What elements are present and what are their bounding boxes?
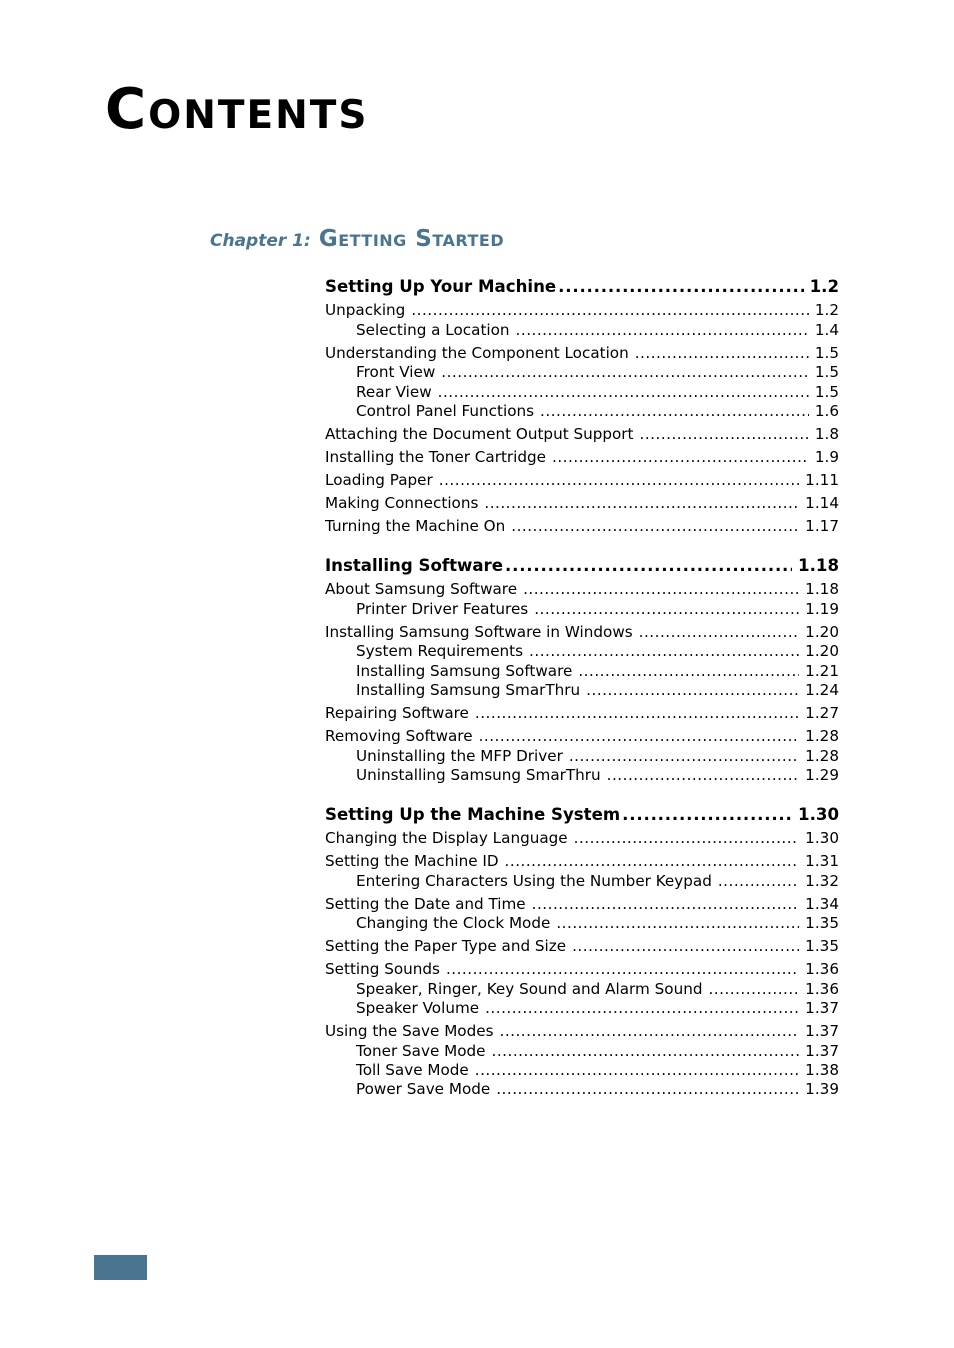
toc-subentry[interactable]	[356, 999, 839, 1018]
toc-page-number: 1.37	[805, 1022, 839, 1040]
toc-page-number: 1.18	[805, 580, 839, 598]
toc-entry-title: Uninstalling the MFP Driver	[356, 747, 563, 765]
toc-subentry[interactable]	[356, 1061, 839, 1080]
toc-page-number: 1.37	[805, 1042, 839, 1060]
toc-subentry[interactable]	[356, 681, 839, 700]
dot-leader	[500, 1022, 800, 1041]
toc-page-number: 1.2	[814, 301, 839, 319]
toc-page-number: 1.14	[805, 494, 839, 512]
toc-entry[interactable]	[325, 895, 839, 914]
toc-page-number: 1.36	[805, 980, 839, 998]
dot-leader	[552, 448, 809, 467]
dot-leader	[484, 494, 799, 513]
toc-page-number: 1.39	[805, 1080, 839, 1098]
toc-entry-title: Installing the Toner Cartridge	[325, 448, 547, 466]
toc-entry-title: Uninstalling Samsung SmarThru	[356, 766, 601, 784]
dot-leader	[578, 662, 799, 681]
dot-leader	[516, 321, 809, 340]
chapter-name: Getting Started	[318, 226, 505, 252]
toc-page-number: 1.28	[805, 747, 839, 765]
toc-entry-title: Entering Characters Using the Number Keypad	[356, 872, 712, 890]
dot-leader	[572, 937, 799, 956]
dot-leader	[540, 402, 809, 421]
toc-entry-title: Setting Up the Machine System	[325, 805, 621, 824]
toc-entry-title: Changing the Clock Mode	[356, 914, 551, 932]
toc-entry-title: Using the Save Modes	[325, 1022, 494, 1040]
page-tab-marker	[94, 1255, 147, 1280]
toc-entry-title: Installing Samsung Software	[356, 662, 573, 680]
dot-leader	[438, 383, 809, 402]
toc-entry-title: Removing Software	[325, 727, 473, 745]
toc-page-number: 1.6	[814, 402, 839, 420]
toc-subentry[interactable]	[356, 662, 839, 681]
toc-entry-title: About Samsung Software	[325, 580, 518, 598]
toc-entry[interactable]	[325, 425, 839, 444]
toc-entry[interactable]	[325, 704, 839, 723]
dot-leader	[534, 600, 799, 619]
toc-section[interactable]	[325, 805, 839, 824]
toc-entry-title: Setting the Date and Time	[325, 895, 526, 913]
toc-subentry[interactable]	[356, 766, 839, 785]
toc-page-number: 1.38	[805, 1061, 839, 1079]
dot-leader	[718, 872, 799, 891]
toc-page-number: 1.35	[805, 937, 839, 955]
dot-leader	[505, 556, 792, 575]
dot-leader	[622, 805, 792, 824]
toc-entry-title: Toll Save Mode	[356, 1061, 469, 1079]
toc-entry[interactable]	[325, 623, 839, 642]
toc-page-number: 1.5	[814, 344, 839, 362]
toc-page-number: 1.18	[798, 556, 839, 575]
toc-entry[interactable]	[325, 471, 839, 490]
chapter-label: Chapter 1:	[210, 231, 311, 251]
toc-page-number: 1.34	[805, 895, 839, 913]
dot-leader	[439, 471, 799, 490]
dot-leader	[492, 1042, 800, 1061]
dot-leader	[485, 999, 799, 1018]
toc-entry-title: Turning the Machine On	[325, 517, 506, 535]
dot-leader	[586, 681, 799, 700]
toc-subentry[interactable]	[356, 872, 839, 891]
toc-entry-title: Speaker Volume	[356, 999, 480, 1017]
toc-subentry[interactable]	[356, 321, 839, 340]
toc-entry-title: Attaching the Document Output Support	[325, 425, 634, 443]
toc-entry-title: Installing Software	[325, 556, 503, 575]
toc-subentry[interactable]	[356, 363, 839, 382]
toc-page-number: 1.29	[805, 766, 839, 784]
toc-entry-title: Setting the Machine ID	[325, 852, 499, 870]
toc-page-number: 1.32	[805, 872, 839, 890]
toc-entry-title: Control Panel Functions	[356, 402, 535, 420]
dot-leader	[523, 580, 799, 599]
toc-entry-title: Installing Samsung Software in Windows	[325, 623, 633, 641]
toc-entry-title: Speaker, Ringer, Key Sound and Alarm Sound	[356, 980, 703, 998]
toc-page-number: 1.37	[805, 999, 839, 1017]
toc-entry-title: Setting the Paper Type and Size	[325, 937, 567, 955]
toc-entry-title: Selecting a Location	[356, 321, 510, 339]
toc-entry[interactable]	[325, 1022, 839, 1041]
toc-subentry[interactable]	[356, 747, 839, 766]
dot-leader	[441, 363, 809, 382]
dot-leader	[635, 344, 809, 363]
dot-leader	[532, 895, 800, 914]
dot-leader	[475, 704, 799, 723]
toc-page-number: 1.36	[805, 960, 839, 978]
toc-entry[interactable]	[325, 301, 839, 320]
chapter-heading	[210, 224, 504, 252]
toc-entry-title: Understanding the Component Location	[325, 344, 629, 362]
toc-entry-title: Installing Samsung SmarThru	[356, 681, 581, 699]
toc-entry-title: Power Save Mode	[356, 1080, 491, 1098]
toc-subentry[interactable]	[356, 980, 839, 999]
toc-entry[interactable]	[325, 344, 839, 363]
dot-leader	[569, 747, 799, 766]
toc-entry-title: Toner Save Mode	[356, 1042, 486, 1060]
toc-page-number: 1.24	[805, 681, 839, 699]
dot-leader	[411, 301, 809, 320]
toc-subentry[interactable]	[356, 914, 839, 933]
toc-subentry[interactable]	[356, 1080, 839, 1099]
toc-section[interactable]	[325, 277, 839, 296]
toc-page-number: 1.28	[805, 727, 839, 745]
toc-entry-title: Setting Sounds	[325, 960, 440, 978]
toc-entry-title: Front View	[356, 363, 436, 381]
toc-entry[interactable]	[325, 727, 839, 746]
toc-page-number: 1.30	[798, 805, 839, 824]
toc-page-number: 1.35	[805, 914, 839, 932]
toc-page-number: 1.19	[805, 600, 839, 618]
toc-subentry[interactable]	[356, 600, 839, 619]
toc-section[interactable]	[325, 556, 839, 575]
toc-entry[interactable]	[325, 852, 839, 871]
dot-leader	[556, 914, 799, 933]
toc-entry[interactable]	[325, 829, 839, 848]
dot-leader	[639, 623, 800, 642]
toc-page-number: 1.20	[805, 623, 839, 641]
toc-entry-title: Printer Driver Features	[356, 600, 529, 618]
dot-leader	[511, 517, 799, 536]
toc-page-number: 1.20	[805, 642, 839, 660]
toc-page-number: 1.30	[805, 829, 839, 847]
dot-leader	[475, 1061, 799, 1080]
dot-leader	[496, 1080, 799, 1099]
dot-leader	[607, 766, 800, 785]
dot-leader	[708, 980, 799, 999]
toc-page-number: 1.11	[805, 471, 839, 489]
toc-entry-title: System Requirements	[356, 642, 524, 660]
toc-subentry[interactable]	[356, 402, 839, 421]
dot-leader	[446, 960, 799, 979]
dot-leader	[640, 425, 809, 444]
toc-entry[interactable]	[325, 494, 839, 513]
toc-page-number: 1.5	[814, 383, 839, 401]
toc-entry[interactable]	[325, 937, 839, 956]
toc-subentry[interactable]	[356, 383, 839, 402]
toc-subentry[interactable]	[356, 1042, 839, 1061]
toc-entry-title: Rear View	[356, 383, 432, 401]
toc-page-number: 1.21	[805, 662, 839, 680]
toc-entry-title: Making Connections	[325, 494, 479, 512]
dot-leader	[529, 642, 799, 661]
toc-entry-title: Loading Paper	[325, 471, 433, 489]
toc-page-number: 1.4	[814, 321, 839, 339]
toc-entry[interactable]	[325, 448, 839, 467]
dot-leader	[574, 829, 800, 848]
toc-entry-title: Unpacking	[325, 301, 406, 319]
toc-subentry[interactable]	[356, 642, 839, 661]
toc-page-number: 1.17	[805, 517, 839, 535]
toc-entry-title: Setting Up Your Machine	[325, 277, 557, 296]
toc-page-number: 1.8	[814, 425, 839, 443]
toc-page-number: 1.5	[814, 363, 839, 381]
toc-entry-title: Repairing Software	[325, 704, 469, 722]
toc-entry[interactable]	[325, 517, 839, 536]
toc-page-number: 1.31	[805, 852, 839, 870]
toc-page-number: 1.2	[809, 277, 839, 296]
toc-entry[interactable]	[325, 960, 839, 979]
dot-leader	[505, 852, 800, 871]
dot-leader	[479, 727, 800, 746]
toc-page-number: 1.27	[805, 704, 839, 722]
dot-leader	[558, 277, 803, 296]
toc-entry-title: Changing the Display Language	[325, 829, 568, 847]
toc-entry[interactable]	[325, 580, 839, 599]
page-title: Contents	[105, 77, 369, 142]
toc-page-number: 1.9	[814, 448, 839, 466]
